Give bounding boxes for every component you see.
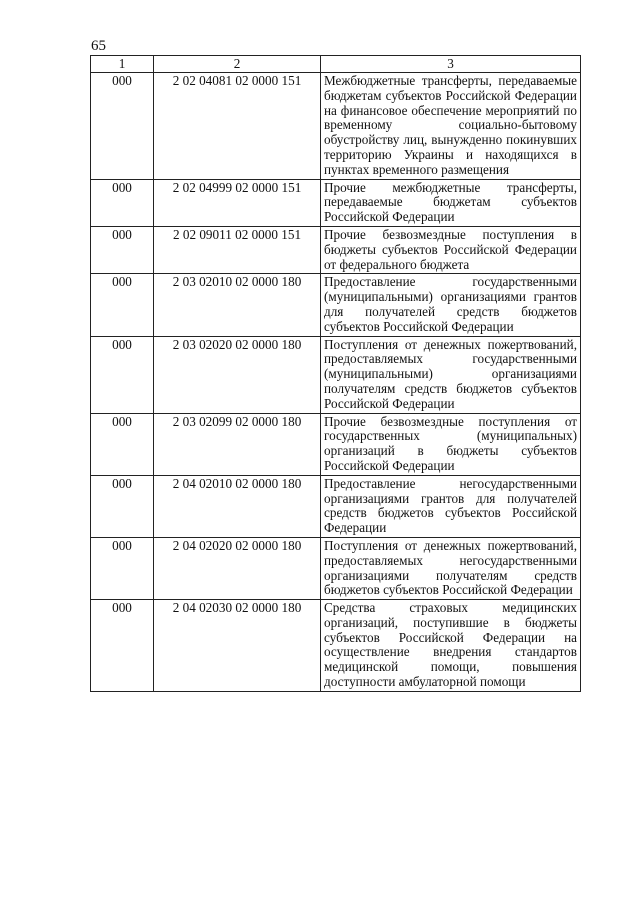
table-row	[91, 336, 581, 413]
table-row	[91, 475, 581, 537]
income-code-cell: 2 03 02099 02 0000 180	[154, 413, 321, 475]
table-row	[91, 179, 581, 226]
income-code-cell: 2 04 02030 02 0000 180	[154, 600, 321, 692]
admin-code-cell: 000	[91, 537, 154, 599]
description-cell: Прочие межбюджетные трансферты, передаваемые бюджетам субъектов Российской Федерации	[321, 179, 581, 226]
table-row	[91, 537, 581, 599]
income-code-cell: 2 03 02020 02 0000 180	[154, 336, 321, 413]
table-header-row	[91, 56, 581, 73]
column-header-1: 1	[91, 56, 154, 73]
column-header-2: 2	[154, 56, 321, 73]
income-code-cell: 2 04 02020 02 0000 180	[154, 537, 321, 599]
page-number: 65	[91, 38, 106, 54]
description-cell: Предоставление негосударственными организациями грантов для получателей средств бюджетов субъектов Российской Федерации	[321, 475, 581, 537]
income-code-cell: 2 04 02010 02 0000 180	[154, 475, 321, 537]
description-cell: Прочие безвозмездные поступления от государственных (муниципальных) организаций в бюджеты субъектов Российской Федерации	[321, 413, 581, 475]
description-cell: Поступления от денежных пожертвований, предоставляемых государственными (муниципальными) организациями получателям средств бюджетов субъектов Российской Федерации	[321, 336, 581, 413]
table-row	[91, 413, 581, 475]
budget-codes-table	[90, 55, 581, 692]
income-code-cell: 2 03 02010 02 0000 180	[154, 274, 321, 336]
income-code-cell: 2 02 04999 02 0000 151	[154, 179, 321, 226]
table-row	[91, 600, 581, 692]
description-cell: Поступления от денежных пожертвований, предоставляемых негосударственными организациями получателям средств бюджетов субъектов Российской Федерации	[321, 537, 581, 599]
admin-code-cell: 000	[91, 600, 154, 692]
column-header-3: 3	[321, 56, 581, 73]
table-row	[91, 274, 581, 336]
table-row	[91, 73, 581, 180]
admin-code-cell: 000	[91, 73, 154, 180]
admin-code-cell: 000	[91, 226, 154, 273]
table-row	[91, 226, 581, 273]
admin-code-cell: 000	[91, 274, 154, 336]
description-cell: Прочие безвозмездные поступления в бюджеты субъектов Российской Федерации от федерального бюджета	[321, 226, 581, 273]
admin-code-cell: 000	[91, 179, 154, 226]
description-cell: Предоставление государственными (муниципальными) организациями грантов для получателей средств бюджетов субъектов Российской Федерации	[321, 274, 581, 336]
admin-code-cell: 000	[91, 475, 154, 537]
description-cell: Межбюджетные трансферты, передаваемые бюджетам субъектов Российской Федерации на финансовое обеспечение мероприятий по временному социально-бытовому обустройству лиц, вынужденно покинувших территорию Украины и находящихся в пунктах временного размещения	[321, 73, 581, 180]
admin-code-cell: 000	[91, 336, 154, 413]
description-cell: Средства страховых медицинских организаций, поступившие в бюджеты субъектов Российской Федерации на осуществление внедрения стандартов медицинской помощи, повышения доступности амбулаторной помощи	[321, 600, 581, 692]
income-code-cell: 2 02 09011 02 0000 151	[154, 226, 321, 273]
income-code-cell: 2 02 04081 02 0000 151	[154, 73, 321, 180]
admin-code-cell: 000	[91, 413, 154, 475]
